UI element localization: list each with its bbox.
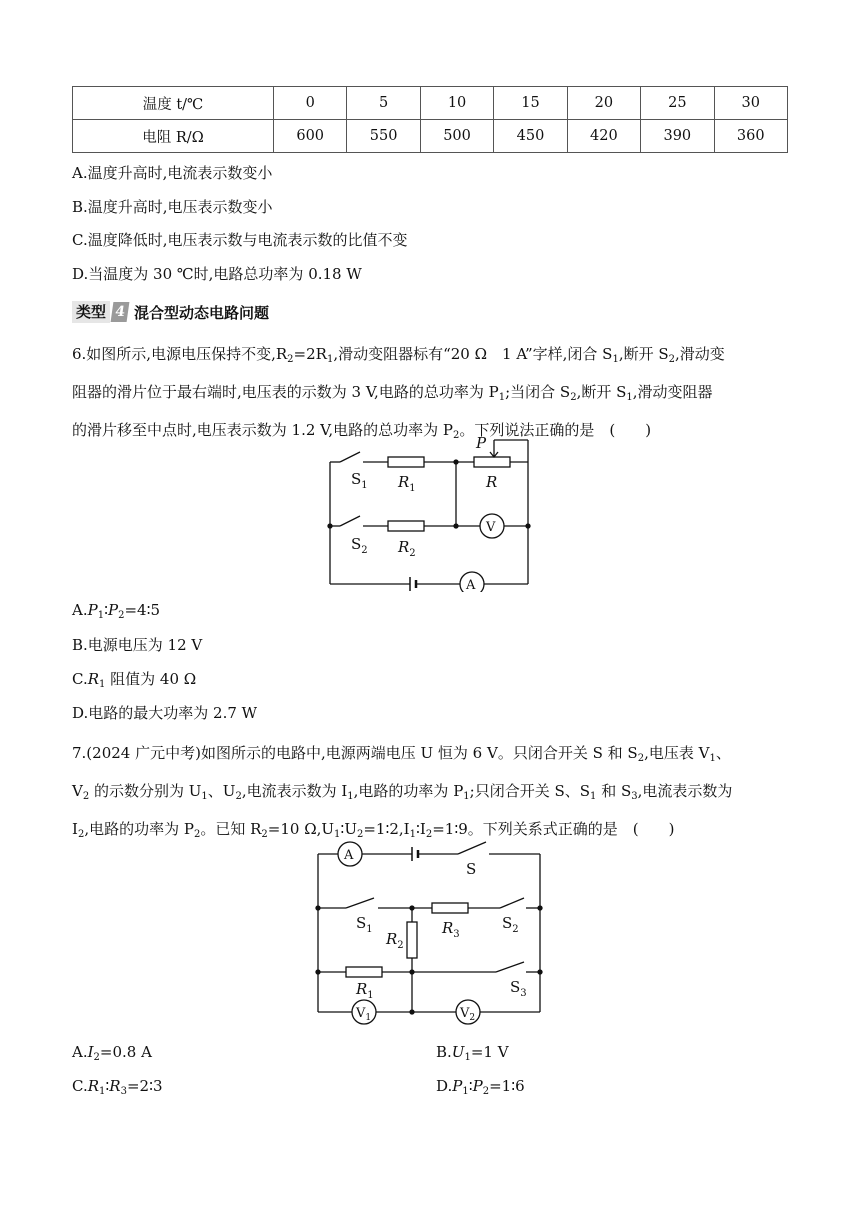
q6-option-a: $A.P_1∶P_2=4∶5$ xyxy=(72,601,161,621)
table-cell: 500 xyxy=(420,120,493,153)
table-cell: 360 xyxy=(714,120,787,153)
table-cell: 5 xyxy=(347,87,420,120)
svg-text:R: R xyxy=(486,473,498,491)
section-number: 4 xyxy=(111,302,130,322)
q5-option-a: A.温度升高时,电流表示数变小 xyxy=(72,164,273,182)
table-cell: 550 xyxy=(347,120,420,153)
table-row xyxy=(73,87,788,120)
section-title: 混合型动态电路问题 xyxy=(134,303,270,322)
table-cell: 600 xyxy=(274,120,347,153)
svg-text:R2: $R_2$ xyxy=(398,538,416,559)
rheostat-r xyxy=(474,457,510,467)
q7-option-c: $C.R_1∶R_3=2∶3$ xyxy=(72,1077,163,1097)
svg-text:V: V xyxy=(486,520,496,535)
svg-text:P: P xyxy=(476,434,487,452)
table-header-temperature: 温度 t/℃ xyxy=(73,87,274,120)
q6-stem: 6.如图所示,电源电压保持不变$,R_2=2R_1$,滑动变阻器标有“20 Ω 1 A”字样,闭合 $S_1$,断开 $S_2$,滑动变 阻器的滑片位于最右端时,电压表的示数为 3 V,电路的总功率为 $P_1$;当闭合 $S_2$,断开 $S_1$,滑动变阻器 的滑片移至中点时,电压表示数为 1.2 V,电路的总功率为 $P_2$。下列说法正确的是 ( ) xyxy=(72,345,725,441)
switch-s xyxy=(458,842,486,854)
switch-s2 xyxy=(500,898,524,908)
resistor-r2 xyxy=(407,922,417,958)
table-cell: 420 xyxy=(567,120,640,153)
switch-s3 xyxy=(496,962,524,972)
switch-s1 xyxy=(346,898,374,908)
table-header-resistance: 电阻 R/Ω xyxy=(73,120,274,153)
q7-option-a: $A.I_2=0.8$ A xyxy=(72,1043,152,1063)
table-cell: 0 xyxy=(274,87,347,120)
section-label: 类型 xyxy=(72,301,110,323)
svg-text:R3: $R_3$ xyxy=(442,919,460,940)
table-cell: 25 xyxy=(641,87,714,120)
svg-text:S2: $S_2$ xyxy=(351,535,368,556)
resistor-r1 xyxy=(388,457,424,467)
q6-circuit-diagram xyxy=(318,432,538,592)
q5-option-d: D.当温度为 30 ℃时,电路总功率为 0.18 W xyxy=(72,265,362,283)
switch-s1 xyxy=(340,452,360,462)
resistor-r2 xyxy=(388,521,424,531)
svg-text:R1: $R_1$ xyxy=(398,473,416,494)
q6-option-c: $C.R_1$ 阻值为 40 Ω xyxy=(72,670,197,690)
svg-text:V1: $V_1$ xyxy=(356,1006,372,1023)
resistor-r3 xyxy=(432,903,468,913)
table-cell: 20 xyxy=(567,87,640,120)
svg-text:R2: $R_2$ xyxy=(386,930,404,951)
q7-option-b: $B.U_1=1$ V xyxy=(436,1043,509,1063)
q6-option-b: B.电源电压为 12 V xyxy=(72,636,203,654)
table-cell: 15 xyxy=(494,87,567,120)
q6-option-d: D.电路的最大功率为 2.7 W xyxy=(72,704,258,722)
svg-text:V2: $V_2$ xyxy=(460,1006,476,1023)
svg-text:R1: $R_1$ xyxy=(356,980,374,1001)
q7-circuit-diagram xyxy=(306,838,554,1030)
table-cell: 30 xyxy=(714,87,787,120)
svg-text:S3: $S_3$ xyxy=(510,978,527,999)
temperature-resistance-table xyxy=(72,86,788,153)
svg-text:A: A xyxy=(466,578,476,592)
q5-option-c: C.温度降低时,电压表示数与电流表示数的比值不变 xyxy=(72,231,408,249)
switch-s2 xyxy=(340,516,360,526)
table-cell: 450 xyxy=(494,120,567,153)
table-cell: 390 xyxy=(641,120,714,153)
q7-stem: 7.(2024 广元中考)如图所示的电路中,电源两端电压 U 恒为 6 V。只闭合开关 S 和 $S_2$,电压表 $V_1$、 $V_2$ 的示数分别为 $U_1$、$U_2$,电流表示数为 $I_1$,电路的功率为 $P_1$;只闭合开关 S、$S_1$ 和 $S_3$,电流表示数为 $I_2$,电路的功率为 $P_2$。已知 $R_2=10$ $\Omega,U_1∶U_2=1∶2,I_1∶I_2=1∶9$。下列关系式正确的是 ( ) xyxy=(72,744,733,840)
resistor-r1 xyxy=(346,967,382,977)
svg-text:A: A xyxy=(344,848,354,863)
svg-text:S: S xyxy=(466,860,477,878)
q5-option-b: B.温度升高时,电压表示数变小 xyxy=(72,198,273,216)
q7-option-d: $D.P_1∶P_2=1∶6$ xyxy=(436,1077,525,1097)
svg-text:S1: $S_1$ xyxy=(351,470,368,491)
table-row xyxy=(73,120,788,153)
svg-text:S2: $S_2$ xyxy=(502,914,519,935)
svg-text:S1: $S_1$ xyxy=(356,914,373,935)
section-heading xyxy=(72,301,269,323)
table-cell: 10 xyxy=(420,87,493,120)
